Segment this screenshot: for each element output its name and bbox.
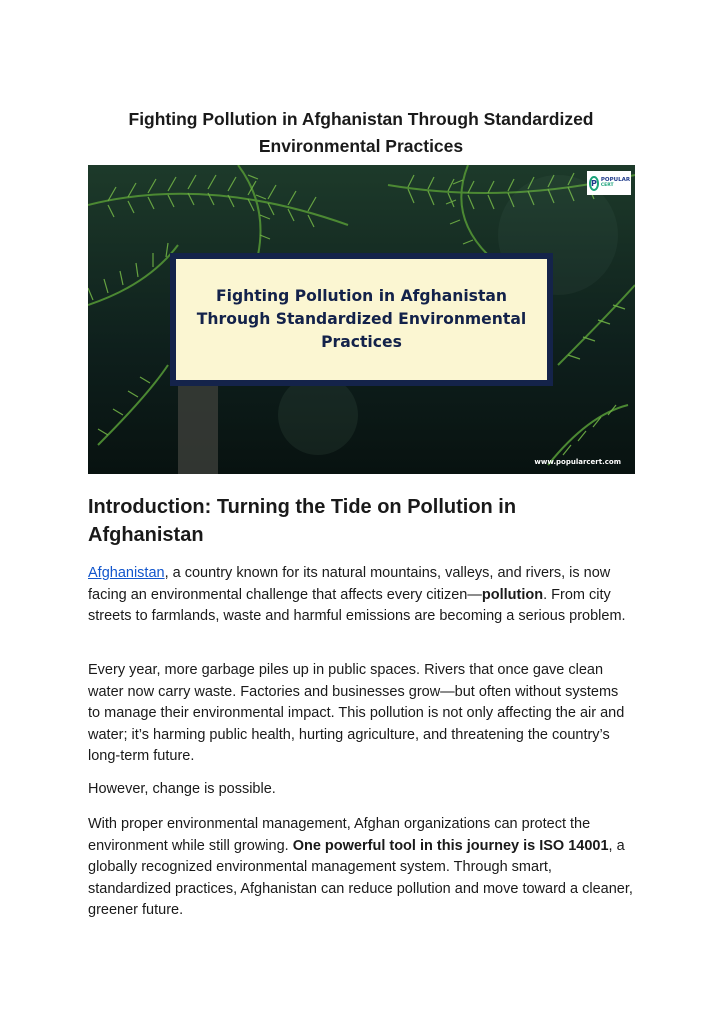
paragraph-1 <box>88 563 634 628</box>
hero-image <box>88 165 635 474</box>
popularcert-logo-icon <box>587 171 631 195</box>
afghanistan-link[interactable]: Afghanistan <box>88 565 165 581</box>
site-url: www.popularcert.com <box>534 458 621 466</box>
paragraph-4-text-a: With proper environmental management, Afghan organizations can protect the environment while still growing. <box>88 816 591 854</box>
hero-banner <box>170 253 553 386</box>
paragraph-4 <box>88 814 634 922</box>
logo-line-1: POPULAR <box>600 177 631 183</box>
hero-banner-text: Fighting Pollution in Afghanistan Through Standardized Environmental Practices <box>196 287 527 351</box>
paragraph-3: However, change is possible. <box>88 781 276 797</box>
logo-text <box>601 177 630 189</box>
paragraph-1-text-b: . From city streets to farmlands, waste and harmful emissions are becoming a serious problem. <box>88 586 626 624</box>
page-title: Fighting Pollution in Afghanistan Through Standardized Environmental Practices <box>128 109 594 156</box>
paragraph-2: Every year, more garbage piles up in public spaces. Rivers that once gave clean water now carry waste. Factories and businesses grow—but often without systems to manage their environmental impact. This pollution is not only affecting the air and water; it’s harming public health, hurting agriculture, and threatening the country’s long-term future. <box>88 662 625 764</box>
hero-banner-inner <box>176 259 547 380</box>
section-heading: Introduction: Turning the Tide on Pollution in Afghanistan <box>88 496 517 546</box>
paragraph-4-text-b: , a globally recognized environmental management system. Through smart, standardized practices, Afghanistan can reduce pollution and move toward a cleaner, greener future. <box>88 837 633 918</box>
paragraph-1-bold: pollution <box>481 586 544 603</box>
paragraph-1-text-a: , a country known for its natural mountains, valleys, and rivers, is now facing an environmental challenge that affects every citizen— <box>88 565 611 603</box>
logo-line-2: CERT <box>600 183 614 188</box>
logo-mark: P <box>589 176 599 191</box>
paragraph-4-bold: One powerful tool in this journey is ISO 14001 <box>292 837 609 854</box>
